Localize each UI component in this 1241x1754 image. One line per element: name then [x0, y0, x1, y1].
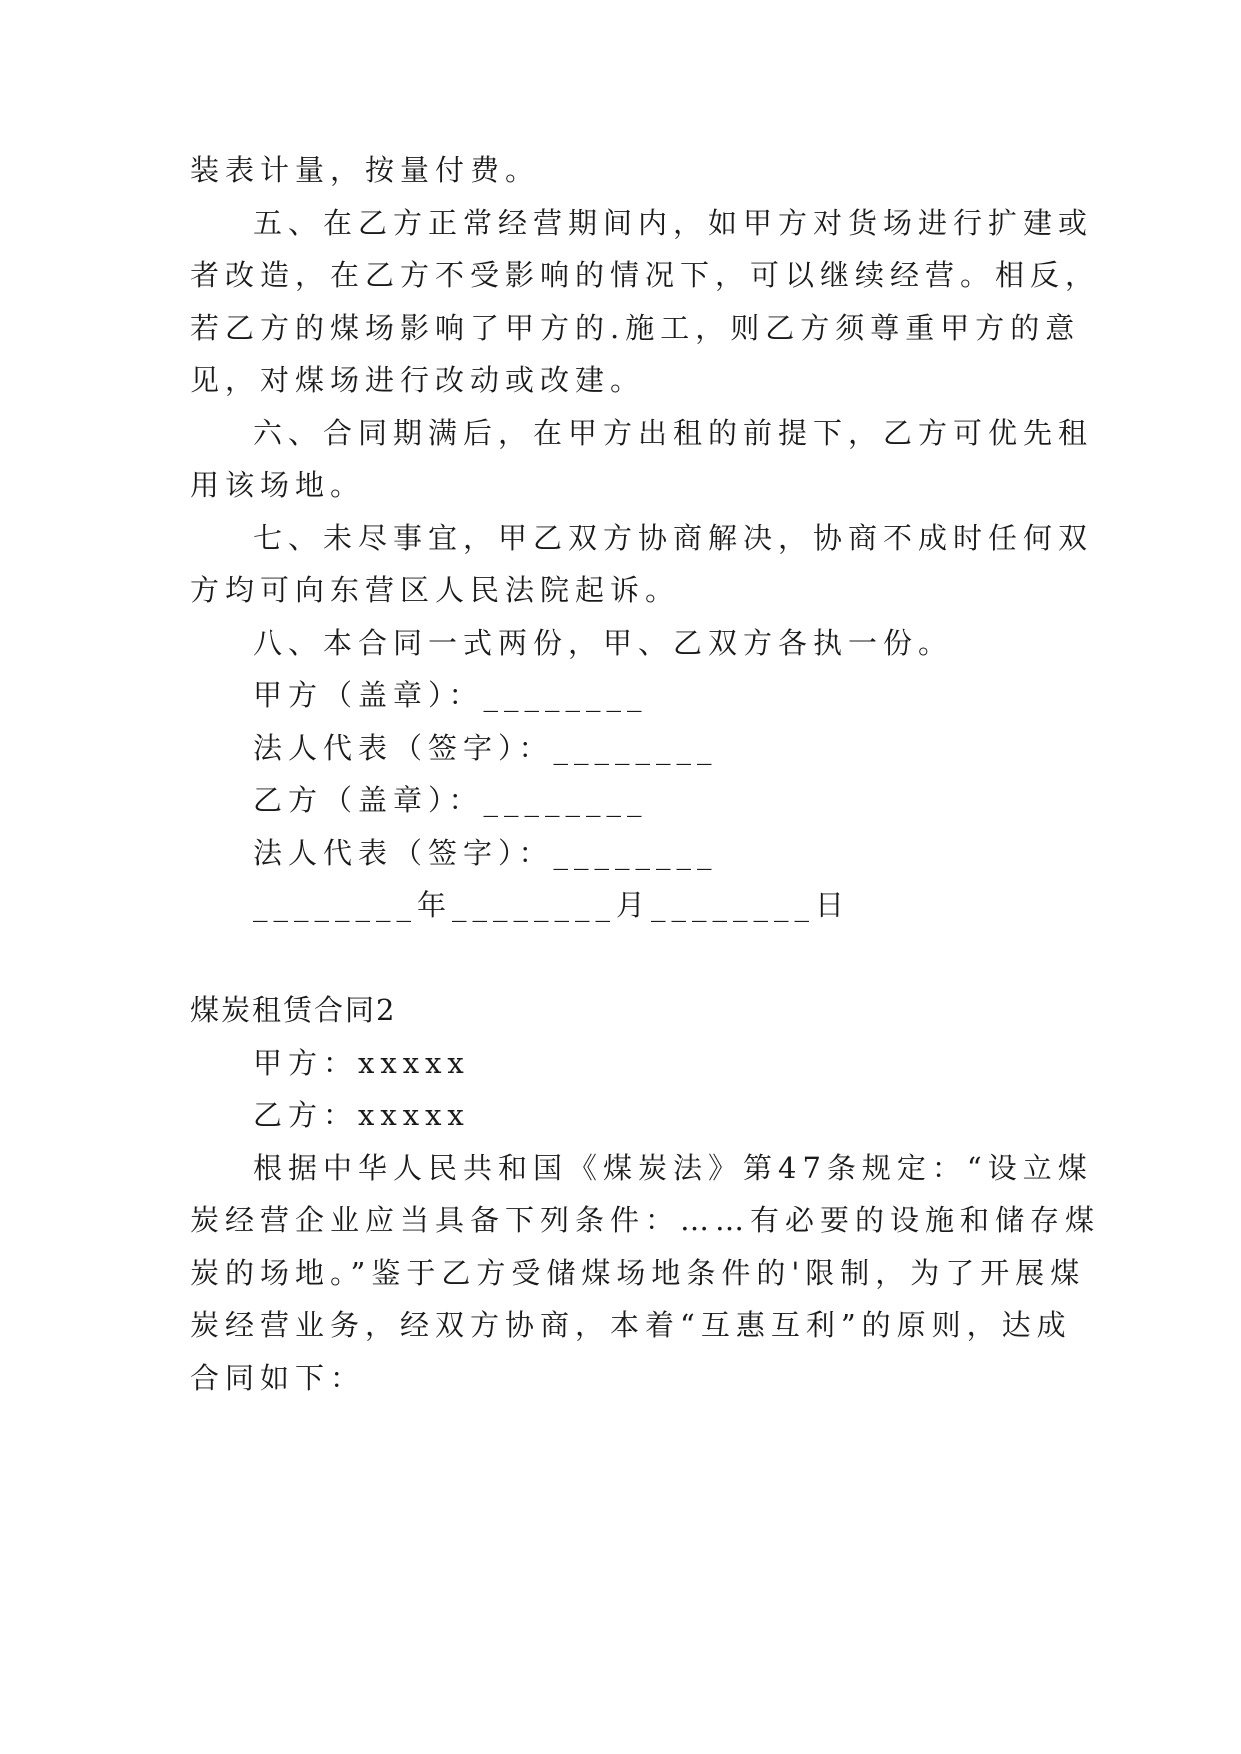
- legal-rep-signature-b: 法人代表（签字）：________: [253, 836, 718, 870]
- clause-eight: 八、本合同一式两份，甲、乙双方各执一份。: [253, 626, 954, 660]
- clause-seven: 七、未尽事宜，甲乙双方协商解决，协商不成时任何双: [253, 521, 1094, 555]
- party-a-seal: 甲方（盖章）：________: [253, 678, 648, 712]
- text-line: 装表计量，按量付费。: [190, 153, 541, 187]
- text-line: 见，对煤场进行改动或改建。: [190, 363, 646, 397]
- clause-five: 五、在乙方正常经营期间内，如甲方对货场进行扩建或: [253, 206, 1094, 240]
- text-line: 方均可向东营区人民法院起诉。: [190, 573, 681, 607]
- party-b-seal: 乙方（盖章）：________: [253, 783, 648, 817]
- text-line: 合同如下：: [190, 1361, 366, 1395]
- signing-date: ________年________月________日: [253, 888, 851, 922]
- text-line: 者改造，在乙方不受影响的情况下，可以继续经营。相反，: [190, 258, 1101, 292]
- text-line: 炭的场地。”鉴于乙方受储煤场地条件的'限制，为了开展煤: [190, 1256, 1086, 1290]
- legal-rep-signature-a: 法人代表（签字）：________: [253, 731, 718, 765]
- preamble: 根据中华人民共和国《煤炭法》第47条规定：“设立煤: [253, 1151, 1093, 1185]
- section-title: 煤炭租赁合同2: [190, 993, 397, 1027]
- text-line: 用该场地。: [190, 468, 366, 502]
- text-line: 若乙方的煤场影响了甲方的.施工，则乙方须尊重甲方的意: [190, 311, 1081, 345]
- party-b: 乙方：xxxxx: [253, 1098, 470, 1132]
- text-line: 炭经营企业应当具备下列条件：……有必要的设施和储存煤: [190, 1203, 1101, 1237]
- party-a: 甲方：xxxxx: [253, 1046, 470, 1080]
- clause-six: 六、合同期满后，在甲方出租的前提下，乙方可优先租: [253, 416, 1094, 450]
- text-line: 炭经营业务，经双方协商，本着“互惠互利”的原则，达成: [190, 1308, 1072, 1342]
